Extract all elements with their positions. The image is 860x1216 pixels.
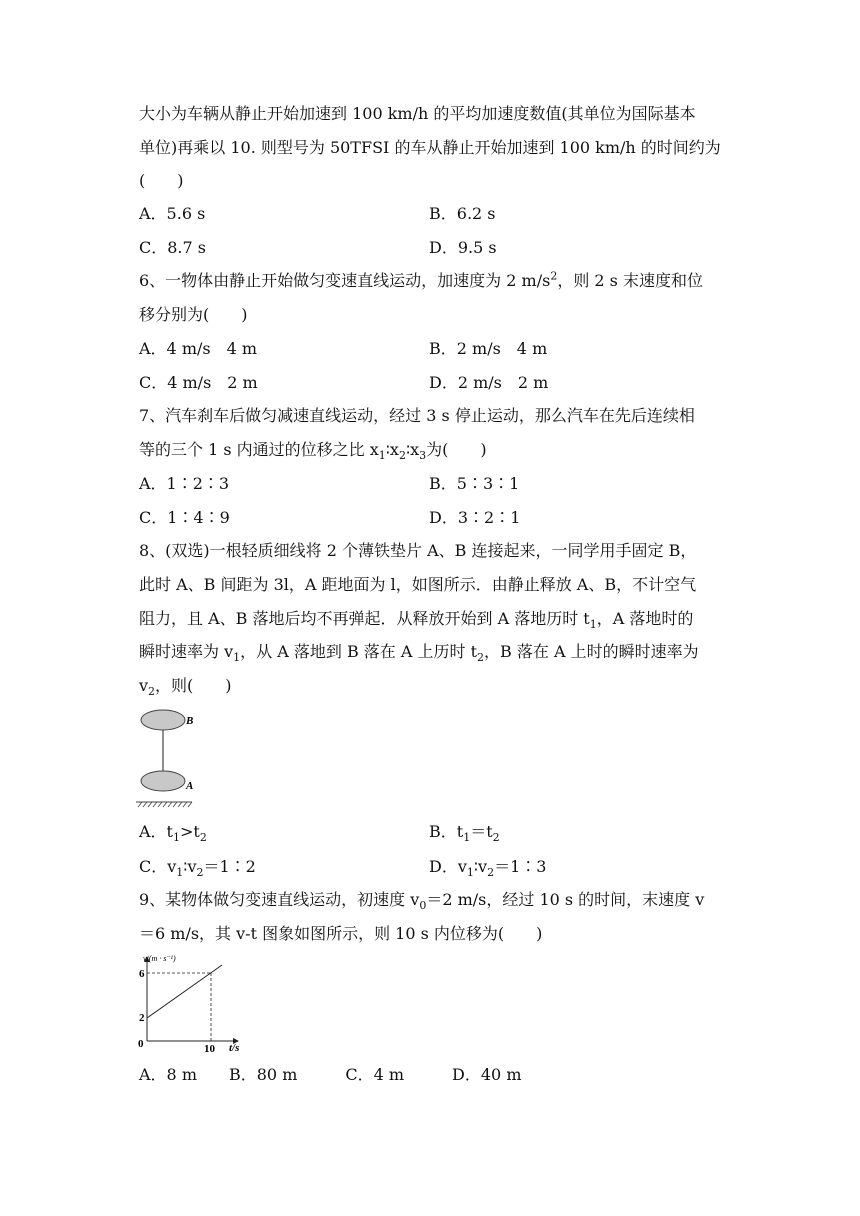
q5-option-d: D．9.5 s <box>429 238 497 257</box>
y-axis-label: v/(m · s⁻¹) <box>143 954 176 963</box>
q5-text-line-3: ( ) <box>139 171 184 190</box>
q9-options: A．8 m B．80 m C．4 m D．40 m <box>139 1065 522 1084</box>
q6-text-line-2: 移分别为( ) <box>139 305 248 324</box>
disc-b <box>141 710 185 730</box>
q6-option-a: A．4 m/s 4 m <box>139 339 258 358</box>
q6-option-d: D．2 m/s 2 m <box>429 373 549 392</box>
q9-text-line-1: 9、某物体做匀变速直线运动，初速度 $v_0=2$ m/s，经过 10 s 的时间，末速度 v <box>139 890 705 913</box>
q5-text-line-2: 单位)再乘以 10. 则型号为 50TFSI 的车从静止开始加速到 100 km/h 的时间约为 <box>139 138 721 157</box>
q8-option-b: B．$t_1=t_2$ <box>429 822 500 845</box>
q8-text-line-4: 瞬时速率为 $v_1$，从 A 落地到 B 落在 A 上历时 $t_2$，B 落在 A 上时的瞬时速率为 <box>139 642 699 665</box>
q8-option-c: C．$v_1∶v_2=1∶2$ <box>139 857 256 880</box>
q5-option-c: C．8.7 s <box>139 238 206 257</box>
q8-text-line-2: 此时 A、B 间距为 3l，A 距地面为 l，如图所示．由静止释放 A、B，不计空气 <box>139 575 697 594</box>
disc-a <box>141 771 185 791</box>
q9-text-line-2: ＝6 m/s，其 v-t 图象如图所示，则 10 s 内位移为( ) <box>139 924 543 943</box>
q8-option-d: D．$v_1∶v_2=1∶3$ <box>429 857 547 880</box>
ground-hatch <box>138 802 192 807</box>
q8-text-line-5: $v_2$，则( ) <box>139 676 232 699</box>
q9-vt-graph <box>134 950 258 1058</box>
q5-option-b: B．6.2 s <box>429 204 496 223</box>
origin-label: 0 <box>138 1038 144 1050</box>
q8-figure-discs <box>134 704 204 812</box>
q7-option-c: C．1∶4∶9 <box>139 508 230 527</box>
label-a: A <box>186 780 194 792</box>
q7-option-b: B．5∶3∶1 <box>429 474 520 493</box>
q6-option-c: C．4 m/s 2 m <box>139 373 258 392</box>
q8-text-line-3: 阻力，且 A、B 落地后均不再弹起．从释放开始到 A 落地历时 $t_1$，A 落地时的 <box>139 609 694 632</box>
q7-option-d: D．3∶2∶1 <box>429 508 521 527</box>
q5-option-a: A．5.6 s <box>139 204 206 223</box>
q6-option-b: B．2 m/s 4 m <box>429 339 548 358</box>
q6-text-line-1: 6、一物体由静止开始做匀变速直线运动，加速度为 2 $m/s^2$，则 2 s 末速度和位 <box>139 269 703 290</box>
x-axis-label: t/s <box>229 1042 240 1054</box>
q7-text-line-1: 7、汽车刹车后做匀减速直线运动，经过 3 s 停止运动，那么汽车在先后连续相 <box>139 406 695 425</box>
label-b: B <box>186 715 194 727</box>
y-tick-2: 2 <box>139 1012 145 1024</box>
q8-option-a: A．$t_1>t_2$ <box>139 822 207 845</box>
q5-text-line-1: 大小为车辆从静止开始加速到 100 km/h 的平均加速度数值(其单位为国际基本 <box>139 104 696 123</box>
y-tick-6: 6 <box>139 968 145 980</box>
x-tick-10: 10 <box>204 1043 215 1055</box>
q7-text-line-2: 等的三个 1 s 内通过的位移之比 $x_1∶x_2∶x_3$为( ) <box>139 440 487 463</box>
q8-text-line-1: 8、(双选)一根轻质细线将 2 个薄铁垫片 A、B 连接起来，一同学用手固定 B， <box>139 541 697 560</box>
q7-option-a: A．1∶2∶3 <box>139 474 230 493</box>
